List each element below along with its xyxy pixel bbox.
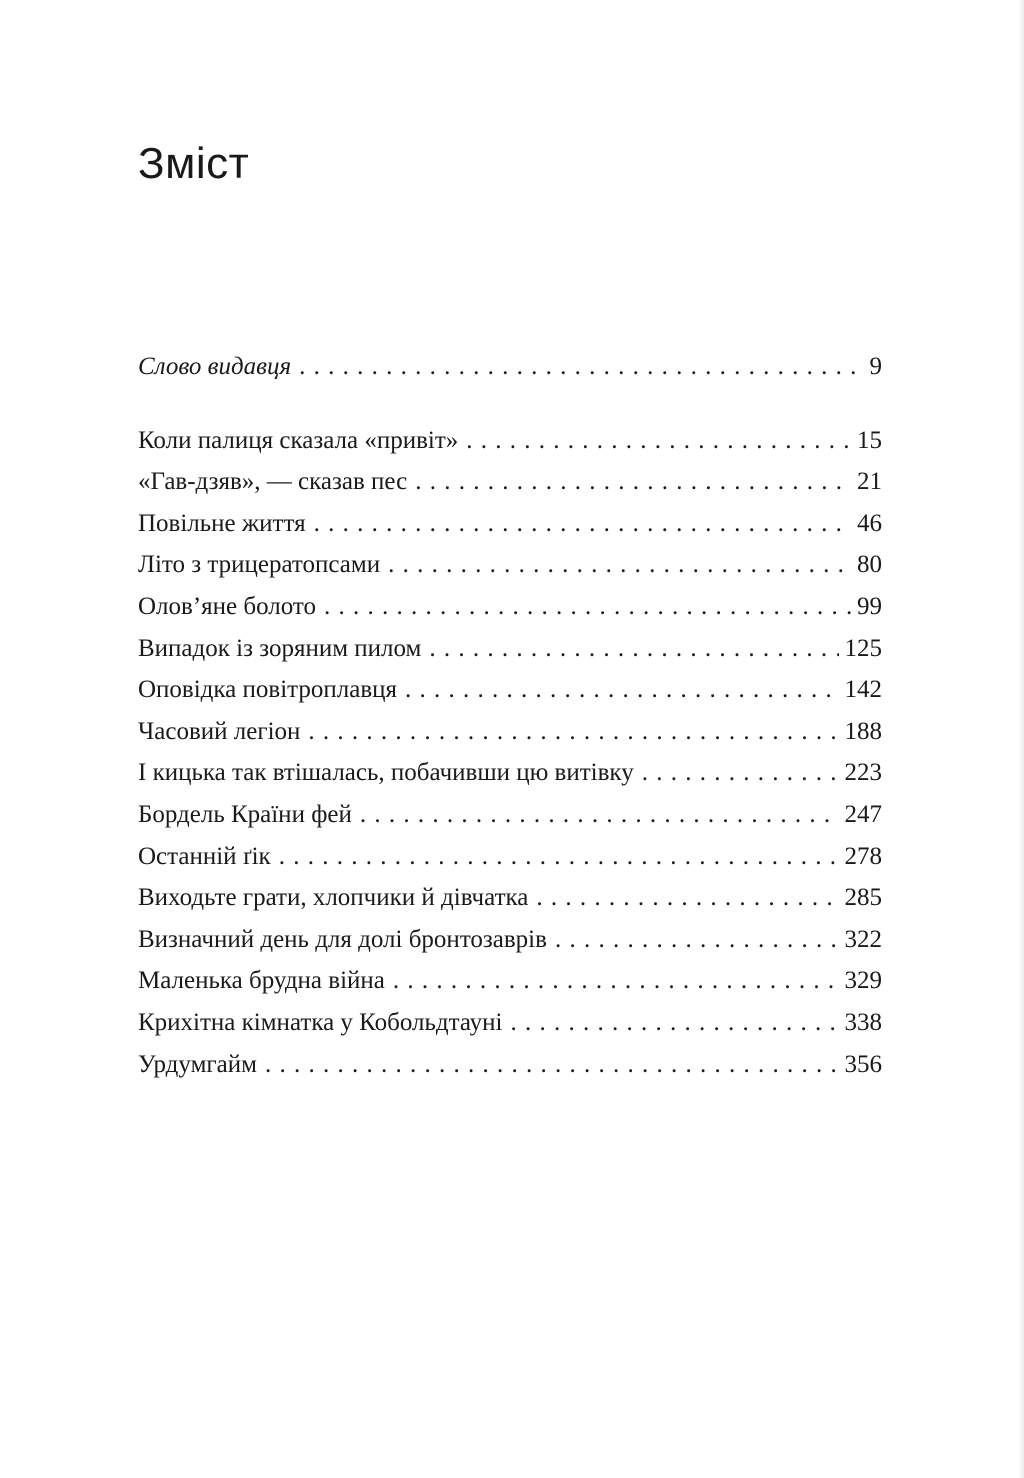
dot-leader bbox=[555, 919, 839, 961]
toc-entry-title: Останній ґік bbox=[138, 842, 271, 870]
page-edge-shadow bbox=[1018, 0, 1024, 1478]
dot-leader bbox=[388, 544, 851, 586]
dot-leader bbox=[415, 461, 851, 503]
toc-entry-foreword[interactable] bbox=[138, 346, 882, 388]
toc-page-number: 9 bbox=[869, 353, 882, 380]
dot-leader bbox=[429, 628, 838, 670]
dot-leader bbox=[299, 346, 863, 388]
toc-entry-title: Визначний день для долі бронтозаврів bbox=[138, 925, 547, 953]
toc-page-number: 285 bbox=[844, 884, 882, 912]
dot-leader bbox=[324, 586, 851, 628]
dot-leader bbox=[642, 752, 839, 794]
toc-entry-title: Оповідка повітроплавця bbox=[138, 676, 398, 704]
toc-page-number: 142 bbox=[844, 676, 882, 704]
toc-page-number: 338 bbox=[844, 1008, 882, 1036]
dot-leader bbox=[314, 503, 851, 545]
toc-entry[interactable] bbox=[138, 1002, 882, 1044]
dot-leader bbox=[279, 836, 839, 878]
toc-entry[interactable] bbox=[138, 503, 882, 545]
toc-entry-title: Олов’яне болото bbox=[138, 592, 317, 620]
toc-entry[interactable] bbox=[138, 711, 882, 753]
toc-entry-title: «Гав-дзяв», — сказав пес bbox=[138, 468, 408, 496]
toc-entry[interactable] bbox=[138, 752, 882, 794]
toc-entry[interactable] bbox=[138, 919, 882, 961]
toc-entry-title: Часовий легіон bbox=[138, 717, 301, 745]
toc-page-number: 21 bbox=[857, 468, 882, 496]
toc-entry[interactable] bbox=[138, 461, 882, 503]
toc-page-number: 247 bbox=[844, 800, 882, 828]
toc-page-number: 188 bbox=[844, 717, 882, 745]
page-title: Зміст bbox=[138, 139, 250, 188]
toc-entry[interactable] bbox=[138, 877, 882, 919]
toc-entry[interactable] bbox=[138, 544, 882, 586]
toc-entry-title: Бордель Країни фей bbox=[138, 800, 352, 828]
toc-page-number: 99 bbox=[857, 592, 882, 620]
toc-entry-title: Коли палиця сказала «привіт» bbox=[138, 426, 459, 454]
toc-entry-title: Повільне життя bbox=[138, 509, 306, 537]
toc-entry-title: Крихітна кімнатка у Кобольдтауні bbox=[138, 1008, 503, 1036]
toc-page-number: 356 bbox=[844, 1050, 882, 1078]
toc-entry[interactable] bbox=[138, 960, 882, 1002]
toc-entry-title: Виходьте грати, хлопчики й дівчатка bbox=[138, 884, 529, 912]
dot-leader bbox=[536, 877, 838, 919]
toc-page-number: 223 bbox=[844, 759, 882, 787]
dot-leader bbox=[265, 1044, 839, 1086]
toc-page-number: 125 bbox=[844, 634, 882, 662]
toc-entry[interactable] bbox=[138, 628, 882, 670]
toc-entry-title: Випадок із зоряним пилом bbox=[138, 634, 422, 662]
toc-page-number: 322 bbox=[844, 925, 882, 953]
toc-page-number: 278 bbox=[844, 842, 882, 870]
dot-leader bbox=[360, 794, 839, 836]
table-of-contents bbox=[138, 346, 882, 1085]
toc-entry[interactable] bbox=[138, 669, 882, 711]
toc-entry-title: І кицька так втішалась, побачивши цю витівку bbox=[138, 759, 634, 787]
toc-entry[interactable] bbox=[138, 794, 882, 836]
toc-page-number: 80 bbox=[857, 551, 882, 579]
dot-leader bbox=[510, 1002, 838, 1044]
toc-entry[interactable] bbox=[138, 586, 882, 628]
toc-entry-title: Літо з трицератопсами bbox=[138, 551, 381, 579]
toc-page-number: 329 bbox=[844, 967, 882, 995]
dot-leader bbox=[405, 669, 838, 711]
toc-entry[interactable] bbox=[138, 836, 882, 878]
dot-leader bbox=[466, 420, 851, 462]
toc-entry[interactable] bbox=[138, 1044, 882, 1086]
toc-entry[interactable] bbox=[138, 420, 882, 462]
toc-entry-title: Слово видавця bbox=[138, 353, 292, 380]
dot-leader bbox=[393, 960, 839, 1002]
toc-entry-title: Маленька брудна війна bbox=[138, 967, 385, 995]
toc-page-number: 15 bbox=[857, 426, 882, 454]
toc-entry-title: Урдумгайм bbox=[138, 1050, 257, 1078]
toc-page-number: 46 bbox=[857, 509, 882, 537]
dot-leader bbox=[308, 711, 838, 753]
